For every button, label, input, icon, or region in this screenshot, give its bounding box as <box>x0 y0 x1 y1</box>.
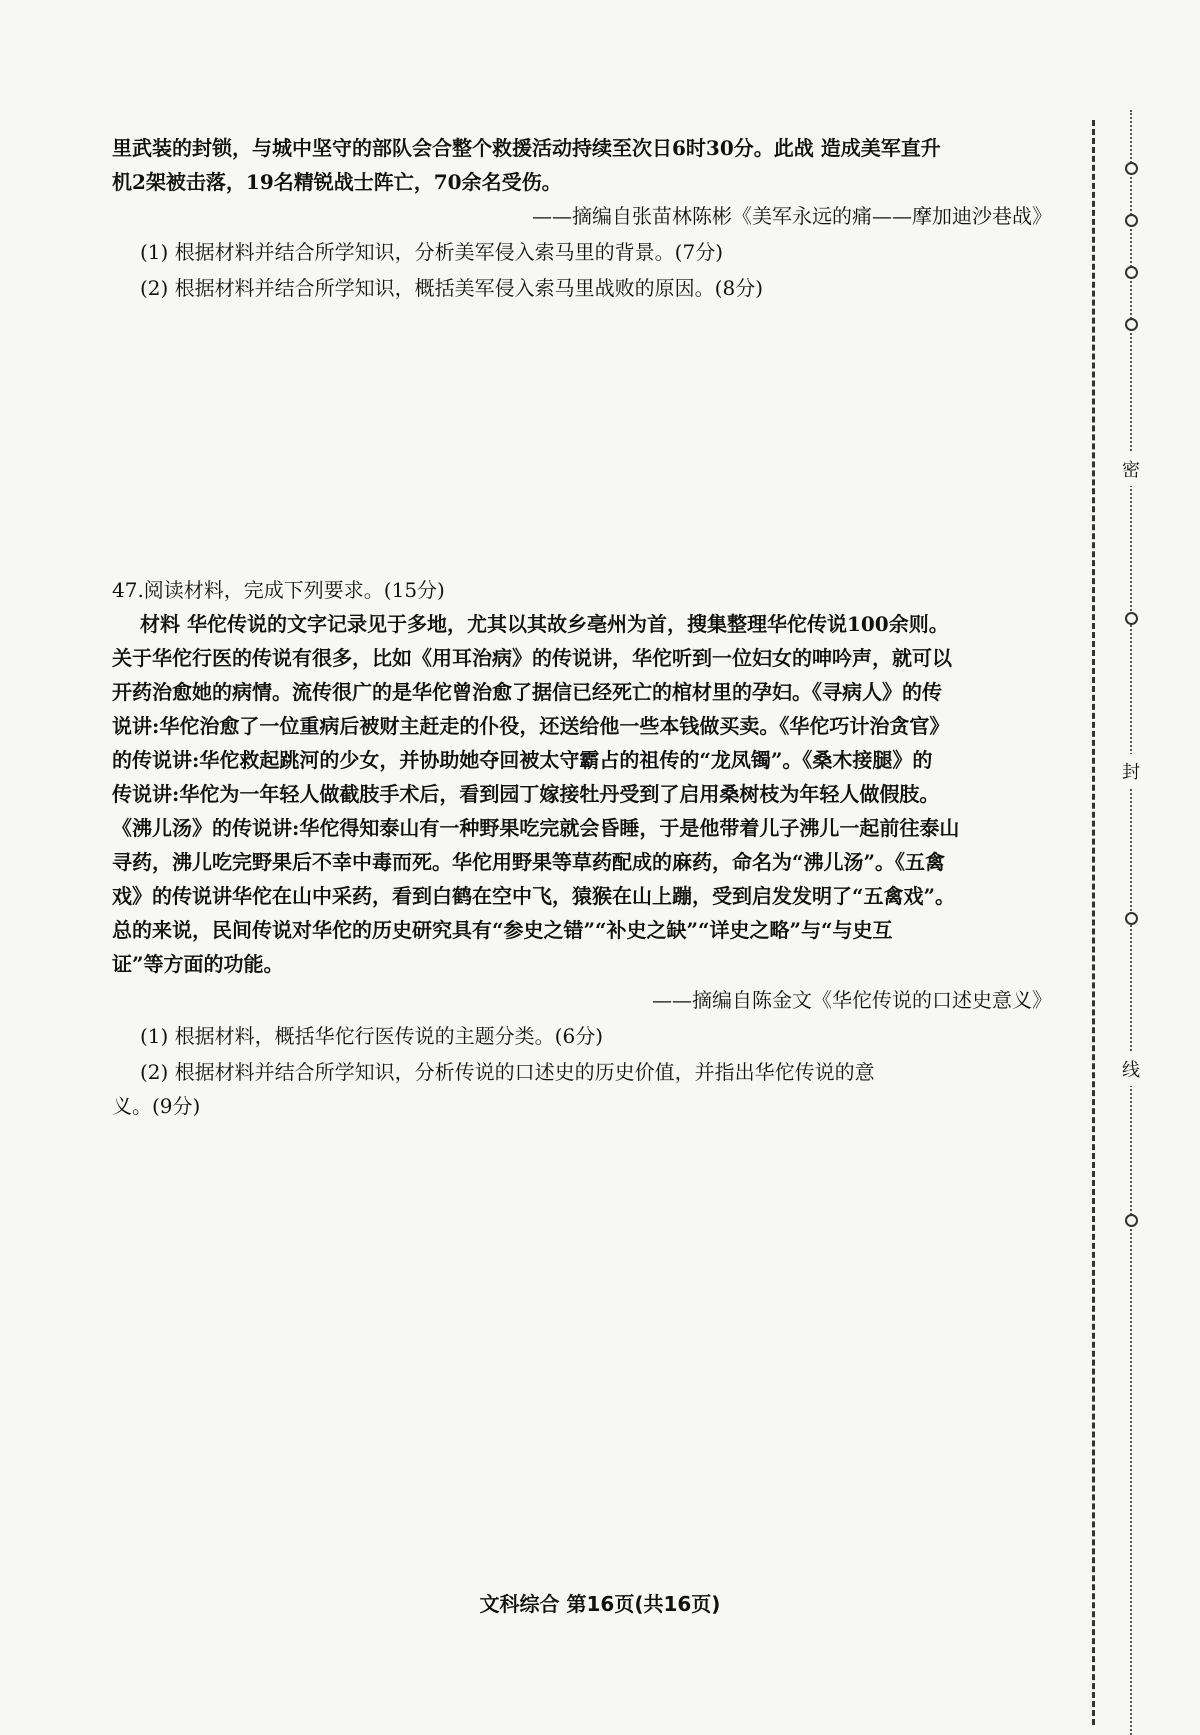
q47-material-line: 材料 华佗传说的文字记录见于多地，尤其以其故乡亳州为首，搜集整理华佗传说100余则。 <box>140 612 949 636</box>
q47-material-line: 戏》的传说讲华佗在山中采药，看到白鹤在空中飞，猿猴在山上蹦，受到启发发明了“五禽戏”。 <box>112 884 956 908</box>
binding-hole-icon <box>1125 318 1138 331</box>
binding-label-xian: 线 <box>1118 1052 1144 1086</box>
q47-material-line: 总的来说，民间传说对华佗的历史研究具有“参史之错”“补史之缺”“详史之略”与“与史互 <box>112 918 893 942</box>
q47-source: ——摘编自陈金文《华佗传说的口述史意义》 <box>652 988 1052 1012</box>
binding-hole-icon <box>1125 266 1138 279</box>
q47-material-line: 开药治愈她的病情。流传很广的是华佗曾治愈了据信已经死亡的棺材里的孕妇。《寻病人》的传 <box>112 680 942 704</box>
q47-material-line: 的传说讲:华佗救起跳河的少女，并协助她夺回被太守霸占的祖传的“龙凤镯”。《桑木接腿》的 <box>112 748 933 772</box>
binding-hole-icon <box>1125 1214 1138 1227</box>
material-continued-line-2: 机2架被击落，19名精锐战士阵亡，70余名受伤。 <box>112 170 562 194</box>
q47-material-line: 传说讲:华佗为一年轻人做截肢手术后，看到园丁嫁接牡丹受到了启用桑树枝为年轻人做假肢。 <box>112 782 940 806</box>
q47-subquestion-2-cont: 义。(9分) <box>112 1094 201 1118</box>
binding-label-feng: 封 <box>1118 754 1144 788</box>
material-continued-line-1: 里武装的封锁，与城中坚守的部队会合整个救援活动持续至次日6时30分。此战 造成美军直升 <box>112 136 941 160</box>
binding-dashed-line <box>1092 120 1095 1725</box>
q46-subquestion-2: (2) 根据材料并结合所学知识，概括美军侵入索马里战败的原因。(8分) <box>140 276 764 300</box>
q47-material-line: 《沸儿汤》的传说讲:华佗得知泰山有一种野果吃完就会昏睡，于是他带着儿子沸儿一起前往泰山 <box>112 816 960 840</box>
binding-hole-icon <box>1125 214 1138 227</box>
q47-title: 47.阅读材料，完成下列要求。(15分) <box>112 578 445 602</box>
material-source: ——摘编自张苗林陈彬《美军永远的痛——摩加迪沙巷战》 <box>532 204 1052 228</box>
q47-material-line: 关于华佗行医的传说有很多，比如《用耳治病》的传说讲，华佗听到一位妇女的呻吟声，就可以 <box>112 646 952 670</box>
binding-hole-icon <box>1125 162 1138 175</box>
binding-hole-icon <box>1125 612 1138 625</box>
page-footer: 文科综合 第16页(共16页) <box>479 1592 721 1616</box>
q47-subquestion-2: (2) 根据材料并结合所学知识，分析传说的口述史的历史价值，并指出华佗传说的意 <box>140 1060 875 1084</box>
q46-subquestion-1: (1) 根据材料并结合所学知识，分析美军侵入索马里的背景。(7分) <box>140 240 724 264</box>
q47-subquestion-1: (1) 根据材料，概括华佗行医传说的主题分类。(6分) <box>140 1024 604 1048</box>
binding-hole-icon <box>1125 912 1138 925</box>
binding-label-mi: 密 <box>1118 452 1144 486</box>
q47-material-line: 说讲:华佗治愈了一位重病后被财主赶走的仆役，还送给他一些本钱做买卖。《华佗巧计治贪官》 <box>112 714 950 738</box>
q47-material-line: 寻药，沸儿吃完野果后不幸中毒而死。华佗用野果等草药配成的麻药，命名为“沸儿汤”。《五禽 <box>112 850 946 874</box>
q47-material-line: 证”等方面的功能。 <box>112 952 284 976</box>
